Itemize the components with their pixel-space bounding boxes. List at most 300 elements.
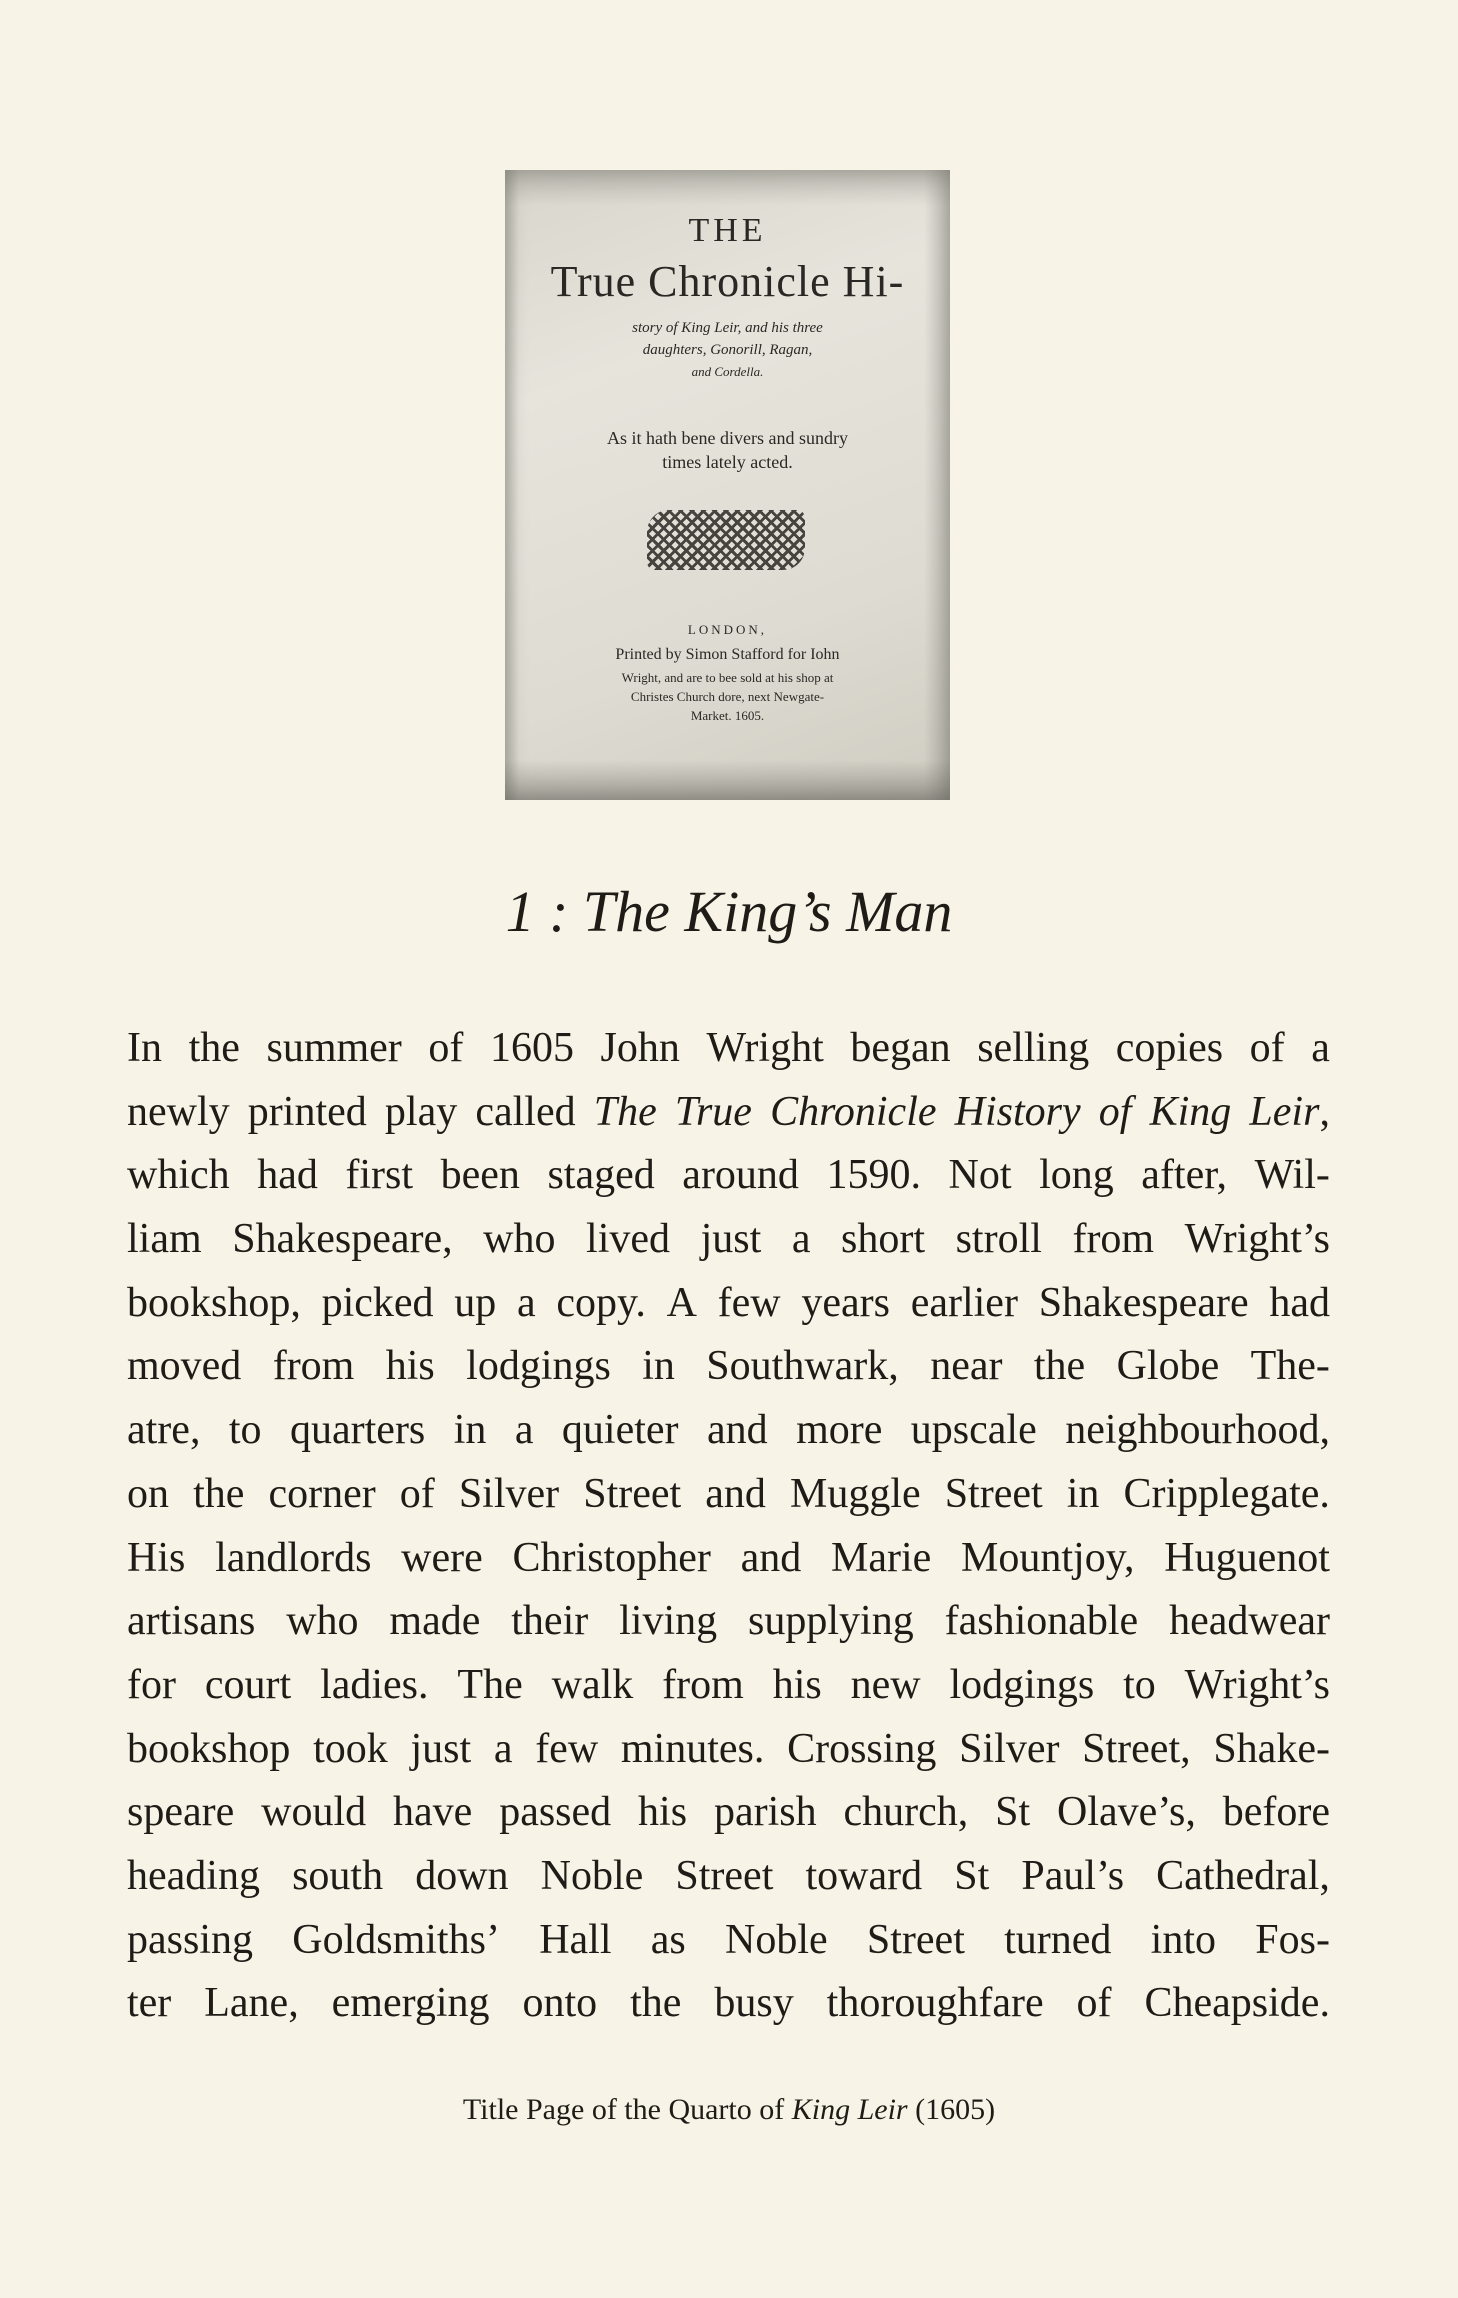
text-run: of <box>399 1470 435 1517</box>
text-run: Cripplegate. <box>1123 1470 1330 1517</box>
text-run: the <box>1033 1343 1086 1390</box>
word <box>248 1081 367 1145</box>
body-paragraph <box>127 1017 1330 2036</box>
word <box>792 1208 811 1272</box>
text-run: landlords <box>215 1534 372 1581</box>
word <box>127 1781 234 1845</box>
word <box>499 1781 611 1845</box>
text-run: had <box>257 1152 318 1199</box>
word <box>415 1845 508 1909</box>
word <box>911 1272 1018 1336</box>
text-run: in <box>453 1407 487 1454</box>
text-run: few <box>535 1725 599 1772</box>
text-run: earlier <box>910 1279 1018 1326</box>
text-run: Noble <box>540 1852 644 1899</box>
text-run: staged <box>547 1152 655 1199</box>
title-page-illustration <box>505 170 950 800</box>
word <box>1123 1463 1329 1527</box>
word <box>949 1654 1094 1718</box>
text-run: which <box>127 1152 230 1199</box>
text-run: Marie <box>831 1534 932 1581</box>
word <box>522 1972 597 2036</box>
word <box>1251 1335 1330 1399</box>
word <box>386 1335 435 1399</box>
word <box>977 1017 1089 1081</box>
word <box>1255 1144 1330 1208</box>
word <box>513 1527 711 1591</box>
italic-play-title: Leir <box>1249 1088 1320 1135</box>
text-run: up <box>454 1279 497 1326</box>
word <box>961 1527 1134 1591</box>
printers-ornament <box>647 510 805 570</box>
word <box>556 1272 645 1336</box>
text-run: Cathedral, <box>1156 1852 1330 1899</box>
word <box>1250 1017 1285 1081</box>
plate-line-subtitle-1: story of King Leir, and his three <box>632 320 823 336</box>
text-run: busy <box>714 1980 794 2027</box>
word <box>205 1654 291 1718</box>
text-run: new <box>850 1661 921 1708</box>
word <box>841 1208 925 1272</box>
word <box>1164 1527 1330 1591</box>
text-line <box>127 1909 1330 1973</box>
word <box>290 1399 425 1463</box>
text-run: Wright’s <box>1184 1216 1330 1263</box>
word <box>215 1527 371 1591</box>
word <box>268 1463 375 1527</box>
text-line <box>127 1527 1330 1591</box>
word <box>601 1017 680 1081</box>
word <box>385 1081 457 1145</box>
word <box>773 1654 822 1718</box>
text-run: emerging <box>331 1980 490 2027</box>
text-run: from <box>662 1661 744 1708</box>
word <box>292 1845 383 1909</box>
text-run: A <box>666 1279 697 1326</box>
word <box>1311 1017 1330 1081</box>
word <box>1255 1909 1330 1973</box>
text-run: artisans <box>127 1598 256 1645</box>
word <box>1141 1144 1227 1208</box>
text-run: play <box>384 1088 458 1135</box>
word <box>1150 1081 1232 1145</box>
text-run: Street <box>675 1852 774 1899</box>
word <box>1034 1335 1085 1399</box>
word <box>539 1909 611 1973</box>
text-run: were <box>401 1534 483 1581</box>
word <box>706 1335 899 1399</box>
word <box>662 1654 744 1718</box>
text-run: short <box>841 1216 926 1263</box>
chapter-title: The King’s Man <box>582 879 953 944</box>
italic-play-title: History <box>954 1088 1081 1135</box>
text-run: their <box>511 1598 589 1645</box>
text-run: who <box>483 1216 556 1263</box>
word <box>320 1654 428 1718</box>
text-run: a <box>493 1725 513 1772</box>
word <box>1151 1909 1216 1973</box>
word <box>1145 1972 1330 2036</box>
text-line <box>127 1208 1330 1272</box>
text-run: copies <box>1115 1025 1224 1071</box>
word <box>1156 1845 1330 1909</box>
word <box>1223 1781 1330 1845</box>
text-run: quieter <box>561 1407 679 1454</box>
word <box>827 1972 1044 2036</box>
chapter-number: 1 <box>505 879 535 944</box>
text-line <box>127 1781 1330 1845</box>
text-run: a <box>514 1407 534 1454</box>
word <box>583 1463 681 1527</box>
text-line <box>127 1845 1330 1909</box>
text-line <box>127 1017 1330 1081</box>
text-run: living <box>619 1598 718 1645</box>
text-run: his <box>638 1789 688 1836</box>
chapter-heading <box>0 872 1458 952</box>
text-run: into <box>1150 1916 1217 1963</box>
text-line <box>127 1399 1330 1463</box>
text-run: long <box>1039 1152 1114 1199</box>
word <box>389 1590 480 1654</box>
text-run: The <box>457 1661 523 1708</box>
text-run: atre, <box>127 1407 201 1454</box>
word <box>552 1654 634 1718</box>
text-run: Silver <box>959 1725 1060 1772</box>
word <box>490 1017 574 1081</box>
word <box>748 1590 914 1654</box>
text-run: Globe <box>1116 1343 1220 1390</box>
word <box>127 1590 255 1654</box>
text-run: began <box>850 1025 951 1071</box>
word <box>954 1845 989 1909</box>
word <box>741 1527 802 1591</box>
text-run: minutes. <box>620 1725 765 1772</box>
text-line <box>127 1463 1330 1527</box>
text-run: who <box>286 1598 359 1645</box>
plate-line-imprint-4: Market. 1605. <box>690 708 765 723</box>
text-run: summer <box>266 1025 402 1071</box>
italic-play-title: The <box>593 1088 657 1135</box>
plate-line-acted-1: As it hath bene divers and sundry <box>607 428 848 448</box>
text-run: made <box>389 1598 481 1645</box>
word <box>770 1081 936 1145</box>
text-run: stroll <box>955 1216 1042 1263</box>
word <box>867 1909 965 1973</box>
text-run: to <box>1123 1661 1156 1708</box>
word <box>801 1272 890 1336</box>
word <box>393 1781 472 1845</box>
text-run: just <box>700 1216 762 1263</box>
text-run: south <box>292 1852 384 1899</box>
text-run: as <box>650 1916 686 1963</box>
word <box>707 1399 768 1463</box>
word <box>1117 1335 1220 1399</box>
text-run: first <box>345 1152 414 1199</box>
word <box>831 1527 931 1591</box>
word <box>511 1590 588 1654</box>
word <box>332 1972 490 2036</box>
text-run: Street, <box>1082 1725 1191 1772</box>
italic-play-title: King <box>1149 1088 1232 1135</box>
text-run: ladies. <box>320 1661 429 1708</box>
word <box>930 1335 1002 1399</box>
word <box>313 1718 388 1782</box>
plate-line-imprint-3: Christes Church dore, next Newgate- <box>630 689 825 704</box>
word <box>401 1527 483 1591</box>
italic-play-title: of <box>1098 1088 1132 1135</box>
plate-line-the: THE <box>688 212 767 249</box>
text-run: in <box>1066 1470 1100 1517</box>
text-run: years <box>801 1279 890 1326</box>
word <box>1072 1208 1154 1272</box>
word <box>911 1399 1037 1463</box>
text-run: supplying <box>748 1598 914 1645</box>
text-run: toward <box>805 1852 923 1899</box>
plate-line-subtitle-2: daughters, Gonorill, Ragan, <box>642 342 813 358</box>
word <box>229 1399 262 1463</box>
word <box>956 1208 1042 1272</box>
text-run: Goldsmiths’ <box>292 1916 500 1963</box>
text-run: Wright’s <box>1184 1661 1330 1708</box>
word <box>127 1208 202 1272</box>
text-line <box>127 1972 1330 2036</box>
word <box>127 1081 230 1145</box>
text-run: his <box>772 1661 822 1708</box>
plate-line-london: LONDON, <box>687 622 768 637</box>
word <box>945 1463 1043 1527</box>
word <box>714 1972 793 2036</box>
word <box>630 1972 681 2036</box>
word <box>1249 1081 1330 1145</box>
word <box>457 1654 522 1718</box>
text-run: His <box>127 1534 186 1581</box>
text-run: the <box>193 1470 245 1517</box>
text-run: and <box>706 1407 768 1454</box>
word <box>459 1463 559 1527</box>
text-run: passing <box>127 1916 253 1963</box>
text-run: bookshop <box>127 1725 291 1772</box>
text-line <box>127 1272 1330 1336</box>
word <box>805 1845 922 1909</box>
text-run: the <box>630 1980 682 2027</box>
text-run: In <box>127 1025 162 1071</box>
text-line <box>127 1590 1330 1654</box>
word <box>257 1144 318 1208</box>
word <box>127 1017 162 1081</box>
text-run: Fos- <box>1255 1916 1330 1963</box>
text-run: Christopher <box>512 1534 711 1581</box>
text-run: and <box>705 1470 766 1517</box>
word <box>266 1017 401 1081</box>
word <box>1169 1590 1330 1654</box>
word <box>127 1972 171 2036</box>
text-run: Wright <box>706 1025 824 1071</box>
word <box>1004 1909 1111 1973</box>
text-run: Muggle <box>789 1470 921 1517</box>
text-run: for <box>127 1661 176 1708</box>
word <box>127 1527 185 1591</box>
text-line <box>127 1335 1330 1399</box>
text-run: turned <box>1004 1916 1112 1963</box>
plate-line-chronicle: True Chronicle Hi- <box>550 257 905 306</box>
text-run: selling <box>977 1025 1090 1071</box>
word <box>261 1781 366 1845</box>
caption-prefix: Title Page of the Quarto of <box>462 2093 792 2126</box>
word <box>850 1017 950 1081</box>
text-run: upscale <box>910 1407 1037 1454</box>
word <box>1213 1718 1330 1782</box>
text-line <box>127 1144 1330 1208</box>
text-run: Mountjoy, <box>961 1534 1135 1581</box>
word <box>675 1081 752 1145</box>
text-run: took <box>313 1725 388 1772</box>
text-run: Paul’s <box>1021 1852 1125 1899</box>
text-run: in <box>642 1343 675 1390</box>
text-run: picked <box>321 1279 434 1326</box>
text-run: John <box>600 1025 680 1071</box>
text-run: parish <box>713 1789 817 1836</box>
word <box>594 1081 657 1145</box>
word <box>718 1272 781 1336</box>
word <box>127 1909 253 1973</box>
word <box>1185 1654 1330 1718</box>
word <box>619 1590 717 1654</box>
text-run: Noble <box>725 1916 828 1963</box>
text-run: Shakespeare, <box>232 1216 453 1263</box>
word <box>345 1144 413 1208</box>
word <box>494 1718 513 1782</box>
text-line <box>127 1718 1330 1782</box>
word <box>1039 1272 1249 1336</box>
word <box>441 1144 520 1208</box>
text-run: Shakespeare <box>1038 1279 1249 1326</box>
text-run: before <box>1222 1789 1330 1836</box>
word <box>1099 1081 1132 1145</box>
text-run: Shake- <box>1213 1725 1330 1772</box>
text-run: church, <box>843 1789 969 1836</box>
word <box>945 1590 1139 1654</box>
text-run: had <box>1269 1279 1330 1326</box>
text-run: bookshop, <box>127 1279 301 1326</box>
word <box>189 1017 240 1081</box>
text-run: onto <box>522 1980 598 2027</box>
text-run: a <box>1311 1025 1330 1071</box>
word <box>1082 1718 1190 1782</box>
word <box>826 1144 921 1208</box>
word <box>127 1718 290 1782</box>
text-run: more <box>796 1407 883 1454</box>
caption-italic-title: King Leir <box>791 2093 908 2126</box>
text-run: Olave’s, <box>1057 1789 1196 1836</box>
text-run: his <box>385 1343 435 1390</box>
text-run: Huguenot <box>1164 1534 1330 1581</box>
word <box>475 1081 575 1145</box>
text-run: Silver <box>458 1470 560 1517</box>
word <box>127 1845 260 1909</box>
word <box>127 1399 200 1463</box>
text-run: passed <box>499 1789 612 1836</box>
text-run: from <box>1072 1216 1155 1263</box>
word <box>796 1399 882 1463</box>
word <box>959 1718 1059 1782</box>
text-run: Not <box>948 1152 1012 1199</box>
text-run: Crossing <box>787 1725 937 1772</box>
text-run: from <box>272 1343 355 1390</box>
text-run: Street <box>583 1470 682 1517</box>
plate-line-imprint-2: Wright, and are to bee sold at his shop at <box>621 670 834 685</box>
word <box>454 1399 487 1463</box>
word <box>535 1718 598 1782</box>
word <box>517 1272 536 1336</box>
chapter-separator: : <box>534 879 583 944</box>
word <box>642 1335 675 1399</box>
italic-play-title: True <box>674 1088 752 1135</box>
text-run: Wil- <box>1254 1152 1330 1199</box>
text-run: liam <box>127 1216 202 1263</box>
word <box>790 1463 921 1527</box>
word <box>955 1081 1081 1145</box>
text-run: after, <box>1141 1152 1228 1199</box>
word <box>562 1399 679 1463</box>
text-run: just <box>410 1725 472 1772</box>
text-run: Lane, <box>204 1980 299 2027</box>
word <box>1039 1144 1114 1208</box>
word <box>466 1335 611 1399</box>
word <box>127 1144 230 1208</box>
text-run: down <box>415 1852 509 1899</box>
text-run: lodgings <box>466 1343 611 1390</box>
text-run: neighbourhood, <box>1065 1407 1330 1454</box>
italic-play-title: Chronicle <box>770 1088 937 1135</box>
word <box>127 1272 301 1336</box>
word <box>1057 1781 1196 1845</box>
text-line <box>127 1081 1330 1145</box>
word <box>454 1272 496 1336</box>
word <box>995 1781 1030 1845</box>
word <box>400 1463 435 1527</box>
text-run: moved <box>127 1343 242 1390</box>
text-run: 1590. <box>826 1152 921 1199</box>
word <box>322 1272 434 1336</box>
text-run: Street <box>866 1916 965 1963</box>
text-run: heading <box>127 1852 260 1899</box>
text-run: headwear <box>1169 1598 1330 1645</box>
text-run: of <box>428 1025 464 1071</box>
word <box>1067 1463 1100 1527</box>
text-run: St <box>995 1789 1031 1836</box>
text-run: court <box>204 1661 292 1708</box>
text-run: Southwark, <box>706 1343 899 1390</box>
word <box>705 1463 766 1527</box>
word <box>193 1463 244 1527</box>
word <box>851 1654 921 1718</box>
text-run: St <box>954 1852 990 1899</box>
word <box>1065 1399 1330 1463</box>
word <box>1077 1972 1112 2036</box>
word <box>843 1781 968 1845</box>
word <box>667 1272 697 1336</box>
text-run: called <box>475 1088 576 1135</box>
word <box>714 1781 817 1845</box>
text-run: and <box>740 1534 802 1581</box>
text-run: quarters <box>290 1407 426 1454</box>
text-run: fashionable <box>944 1598 1139 1645</box>
text-run: copy. <box>556 1279 646 1326</box>
text-run: been <box>440 1152 520 1199</box>
word <box>547 1144 654 1208</box>
text-run: 1605 <box>489 1025 574 1071</box>
text-run: lived <box>586 1216 671 1263</box>
